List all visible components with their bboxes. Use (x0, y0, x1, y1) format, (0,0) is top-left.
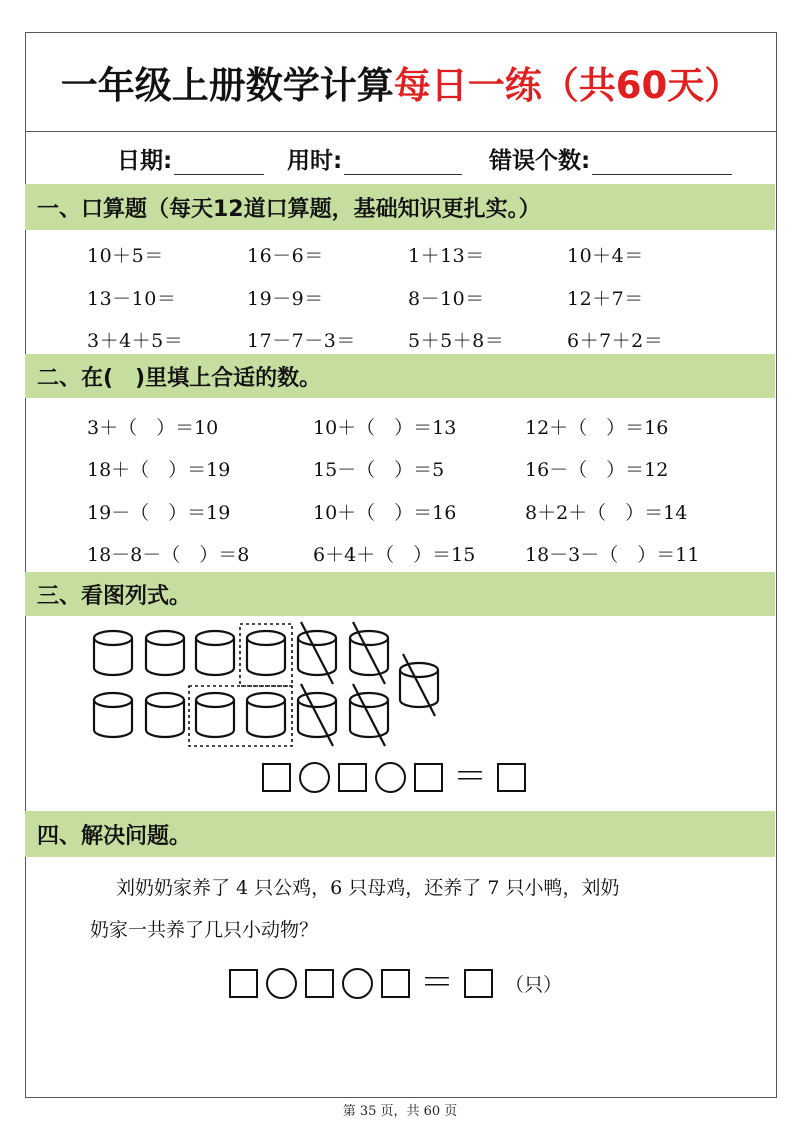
crossed-cylinder-icon (298, 684, 336, 746)
oral-calc-item: 13－10＝ (87, 288, 177, 310)
date-blank[interactable] (174, 150, 264, 175)
crossed-cylinder-icon (350, 622, 388, 684)
fill-blank-item[interactable]: 12＋（ ）＝16 (525, 417, 669, 439)
cylinder-icon (146, 693, 184, 737)
oral-calc-item: 8－10＝ (408, 288, 485, 310)
crossed-cylinder-icon (350, 684, 388, 746)
circle-blank-icon[interactable] (342, 968, 373, 999)
fill-blank-item[interactable]: 19－（ ）＝19 (87, 502, 231, 524)
crossed-cylinder-icon (298, 622, 336, 684)
crossed-cylinder-icon (400, 654, 438, 716)
page-title (25, 32, 777, 132)
page-footer: 第 35 页，共 60 页 (342, 1104, 458, 1119)
fill-blank-item[interactable]: 3＋（ ）＝10 (87, 417, 219, 439)
oral-calc-item: 10＋4＝ (567, 245, 644, 267)
fill-blank-item[interactable]: 16－（ ）＝12 (525, 459, 669, 481)
title-highlight: 每日一练（共60天） (393, 63, 742, 107)
cylinder-icon (94, 631, 132, 675)
fill-blank-item[interactable]: 18－8－（ ）＝8 (87, 544, 250, 566)
square-blank-icon[interactable] (497, 763, 526, 792)
oral-calc-item: 6＋7＋2＝ (567, 330, 664, 352)
oral-calc-item: 12＋7＝ (567, 288, 644, 310)
cylinder-icon (247, 693, 285, 737)
time-label: 用时: (287, 148, 343, 174)
unit-label: （只） (505, 973, 563, 996)
oral-calc-item: 17－7－3＝ (247, 330, 356, 352)
section-3-header: 三、看图列式。 (25, 572, 775, 616)
square-blank-icon[interactable] (305, 969, 334, 998)
problem-line-1: 刘奶奶家养了 4 只公鸡，6 只母鸡，还养了 7 只小鸭，刘奶 (116, 877, 620, 899)
square-blank-icon[interactable] (381, 969, 410, 998)
oral-calc-item: 5＋5＋8＝ (408, 330, 505, 352)
date-field[interactable] (117, 142, 264, 175)
fill-blank-item[interactable]: 6＋4＋（ ）＝15 (313, 544, 476, 566)
errors-field[interactable] (489, 142, 732, 175)
section-1-header: 一、口算题（每天12道口算题，基础知识更扎实。） (25, 184, 775, 230)
time-blank[interactable] (344, 150, 462, 175)
equals-sign: ＝ (453, 757, 487, 797)
cylinder-picture (85, 616, 455, 756)
circle-blank-icon[interactable] (375, 762, 406, 793)
problem-equation (225, 963, 563, 1003)
oral-calc-item: 10＋5＝ (87, 245, 164, 267)
fill-blank-item[interactable]: 8＋2＋（ ）＝14 (525, 502, 688, 524)
square-blank-icon[interactable] (229, 969, 258, 998)
cylinder-icon (94, 693, 132, 737)
equals-sign: ＝ (420, 963, 454, 1003)
section-4-header: 四、解决问题。 (25, 811, 775, 857)
picture-equation (258, 757, 530, 797)
square-blank-icon[interactable] (338, 763, 367, 792)
section-2-header: 二、在( )里填上合适的数。 (25, 354, 775, 398)
cylinder-icon (196, 631, 234, 675)
title-main: 一年级上册数学计算 (60, 63, 394, 107)
errors-blank[interactable] (592, 150, 732, 175)
oral-calc-item: 19－9＝ (247, 288, 324, 310)
square-blank-icon[interactable] (414, 763, 443, 792)
time-field[interactable] (287, 142, 462, 175)
cylinder-icon (247, 631, 285, 675)
square-blank-icon[interactable] (464, 969, 493, 998)
info-row (25, 133, 777, 181)
fill-blank-item[interactable]: 18＋（ ）＝19 (87, 459, 231, 481)
circle-blank-icon[interactable] (266, 968, 297, 999)
cylinder-icon (146, 631, 184, 675)
fill-blank-item[interactable]: 10＋（ ）＝16 (313, 502, 457, 524)
circle-blank-icon[interactable] (299, 762, 330, 793)
fill-blank-item[interactable]: 15－（ ）＝5 (313, 459, 445, 481)
date-label: 日期: (117, 148, 173, 174)
oral-calc-item: 16－6＝ (247, 245, 324, 267)
fill-blank-item[interactable]: 10＋（ ）＝13 (313, 417, 457, 439)
cylinder-icon (196, 693, 234, 737)
oral-calc-item: 3＋4＋5＝ (87, 330, 184, 352)
fill-blank-item[interactable]: 18－3－（ ）＝11 (525, 544, 700, 566)
errors-label: 错误个数: (489, 148, 591, 174)
problem-line-2: 奶家一共养了几只小动物？ (90, 919, 319, 941)
oral-calc-item: 1＋13＝ (408, 245, 485, 267)
square-blank-icon[interactable] (262, 763, 291, 792)
